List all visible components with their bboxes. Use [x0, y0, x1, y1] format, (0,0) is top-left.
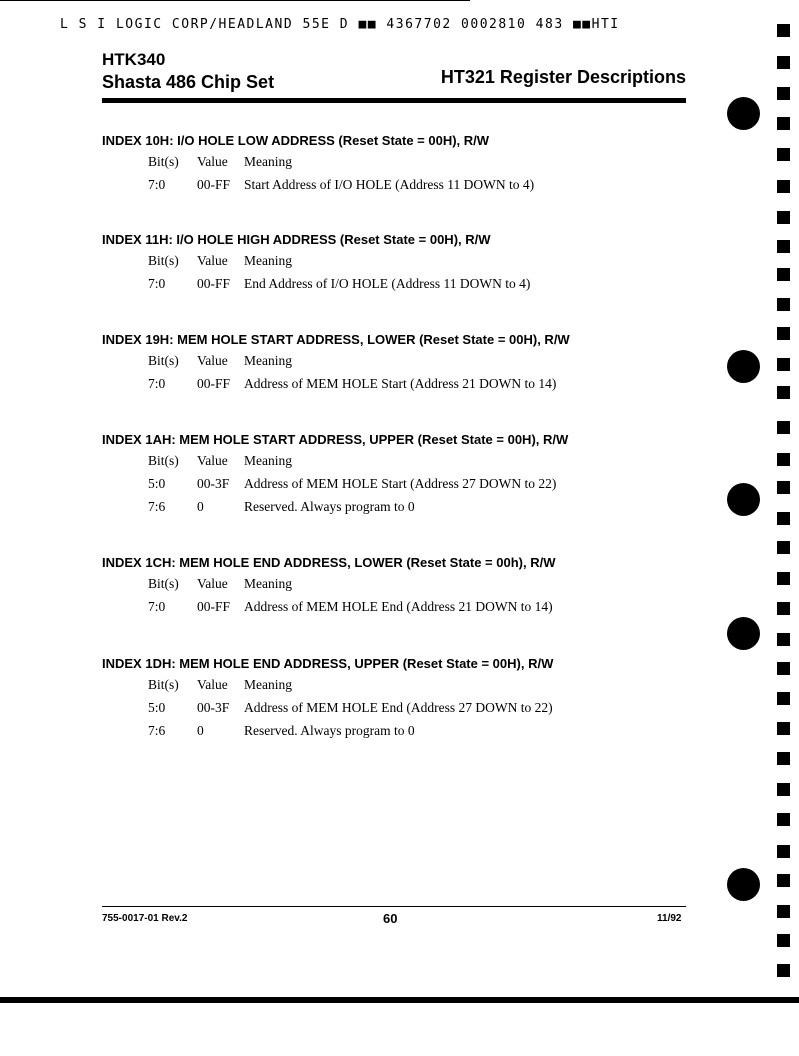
register-table-header [102, 449, 722, 472]
meaning-cell: End Address of I/O HOLE (Address 11 DOWN to 4) [244, 276, 531, 291]
value-cell: 00-FF [197, 376, 231, 391]
column-header: Bit(s) [148, 253, 179, 268]
register-title: INDEX 1DH: MEM HOLE END ADDRESS, UPPER (Reset State = 00H), R/W [102, 656, 554, 671]
register-title: INDEX 19H: MEM HOLE START ADDRESS, LOWER (Reset State = 00H), R/W [102, 332, 570, 347]
register-row [102, 173, 722, 196]
value-cell: 00-FF [197, 599, 231, 614]
section-title: HT321 Register Descriptions [440, 67, 686, 87]
binding-square [777, 180, 790, 193]
binding-square [777, 541, 790, 554]
column-header: Value [197, 453, 228, 468]
bits-cell: 7:0 [148, 276, 166, 291]
column-header: Value [197, 253, 228, 268]
page-number: 60 [383, 911, 398, 926]
binding-square [777, 512, 790, 525]
register-row [102, 272, 722, 295]
register-row [102, 696, 722, 719]
column-header: Meaning [244, 576, 292, 591]
value-cell: 00-FF [197, 276, 231, 291]
column-header: Meaning [244, 677, 292, 692]
meaning-cell: Reserved. Always program to 0 [244, 499, 415, 514]
register-table-header [102, 249, 722, 272]
binding-square [777, 268, 790, 281]
value-cell: 00-3F [197, 476, 230, 491]
chipset-name: Shasta 486 Chip Set [102, 72, 275, 92]
binding-square [777, 752, 790, 765]
value-cell: 00-FF [197, 177, 231, 192]
binding-square [777, 298, 790, 311]
register-block [102, 655, 722, 742]
register-block [102, 331, 722, 395]
scan-bottom-rule [0, 997, 799, 1003]
binding-square [777, 874, 790, 887]
binding-square [777, 240, 790, 253]
register-block [102, 132, 722, 196]
binding-square [777, 87, 790, 100]
binding-square [777, 813, 790, 826]
meaning-cell: Address of MEM HOLE End (Address 21 DOWN to 14) [244, 599, 553, 614]
binding-square [777, 56, 790, 69]
register-row [102, 372, 722, 395]
column-header: Value [197, 353, 228, 368]
punch-hole [727, 617, 760, 650]
register-title: INDEX 10H: I/O HOLE LOW ADDRESS (Reset State = 00H), R/W [102, 133, 490, 148]
product-name: HTK340 [102, 50, 166, 69]
binding-square [777, 934, 790, 947]
binding-square [777, 327, 790, 340]
bits-cell: 5:0 [148, 476, 166, 491]
bits-cell: 7:6 [148, 499, 166, 514]
value-cell: 00-3F [197, 700, 230, 715]
column-header: Bit(s) [148, 576, 179, 591]
column-header: Bit(s) [148, 353, 179, 368]
register-table-header [102, 572, 722, 595]
register-row [102, 595, 722, 618]
register-table-header [102, 349, 722, 372]
column-header: Meaning [244, 453, 292, 468]
column-header: Value [197, 677, 228, 692]
column-header: Bit(s) [148, 677, 179, 692]
meaning-cell: Reserved. Always program to 0 [244, 723, 415, 738]
binding-square [777, 905, 790, 918]
punch-hole [727, 483, 760, 516]
column-header: Value [197, 576, 228, 591]
binding-square [777, 845, 790, 858]
meaning-cell: Address of MEM HOLE Start (Address 27 DOWN to 22) [244, 476, 557, 491]
register-row [102, 495, 722, 518]
register-row [102, 719, 722, 742]
register-title: INDEX 11H: I/O HOLE HIGH ADDRESS (Reset State = 00H), R/W [102, 232, 491, 247]
binding-square [777, 358, 790, 371]
punch-hole [727, 97, 760, 130]
column-header: Meaning [244, 253, 292, 268]
binding-square [777, 572, 790, 585]
register-title: INDEX 1AH: MEM HOLE START ADDRESS, UPPER (Reset State = 00H), R/W [102, 432, 569, 447]
binding-square [777, 117, 790, 130]
binding-square [777, 148, 790, 161]
column-header: Value [197, 154, 228, 169]
document-header [102, 50, 274, 93]
punch-hole [727, 868, 760, 901]
binding-square [777, 453, 790, 466]
doc-number: 755-0017-01 Rev.2 [102, 913, 188, 924]
value-cell: 0 [197, 499, 204, 514]
binding-square [777, 481, 790, 494]
bits-cell: 7:0 [148, 376, 166, 391]
binding-square [777, 662, 790, 675]
bits-cell: 5:0 [148, 700, 166, 715]
binding-square [777, 211, 790, 224]
binding-square [777, 783, 790, 796]
value-cell: 0 [197, 723, 204, 738]
header-rule [102, 98, 686, 103]
binding-square [777, 633, 790, 646]
register-title: INDEX 1CH: MEM HOLE END ADDRESS, LOWER (Reset State = 00h), R/W [102, 555, 556, 570]
meaning-cell: Address of MEM HOLE End (Address 27 DOWN to 22) [244, 700, 553, 715]
column-header: Meaning [244, 353, 292, 368]
meaning-cell: Start Address of I/O HOLE (Address 11 DOWN to 4) [244, 177, 535, 192]
bits-cell: 7:0 [148, 599, 166, 614]
binding-square [777, 692, 790, 705]
binding-square [777, 421, 790, 434]
column-header: Bit(s) [148, 453, 179, 468]
bits-cell: 7:0 [148, 177, 166, 192]
binding-square [777, 386, 790, 399]
scan-top-edge [0, 0, 470, 1]
register-block [102, 554, 722, 618]
register-table-header [102, 673, 722, 696]
meaning-cell: Address of MEM HOLE Start (Address 21 DOWN to 14) [244, 376, 557, 391]
doc-date: 11/92 [657, 913, 682, 924]
scan-header-line: L S I LOGIC CORP/HEADLAND 55E D ■■ 4367702 0002810 483 ■■HTI [60, 17, 620, 32]
binding-square [777, 602, 790, 615]
footer-rule [102, 906, 686, 907]
register-block [102, 231, 722, 295]
binding-square [777, 964, 790, 977]
binding-square [777, 24, 790, 37]
bits-cell: 7:6 [148, 723, 166, 738]
register-table-header [102, 150, 722, 173]
register-row [102, 472, 722, 495]
column-header: Meaning [244, 154, 292, 169]
column-header: Bit(s) [148, 154, 179, 169]
register-block [102, 431, 722, 518]
punch-hole [727, 350, 760, 383]
binding-square [777, 722, 790, 735]
